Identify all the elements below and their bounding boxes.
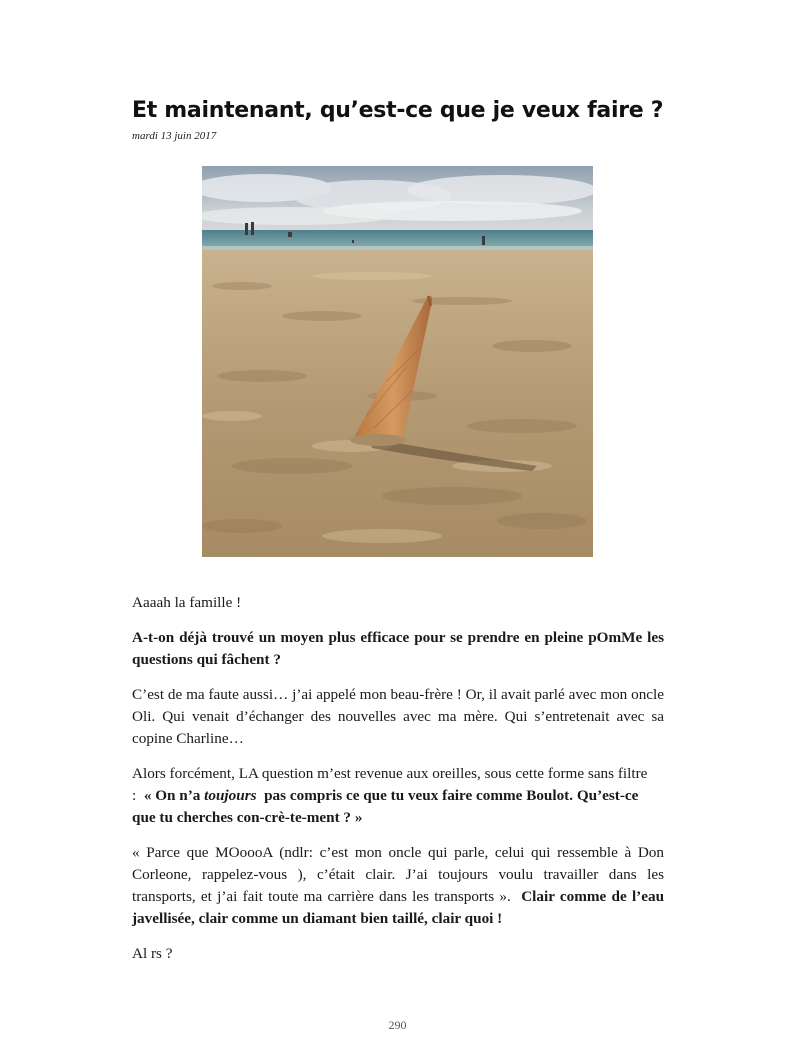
article-title: Et maintenant, qu’est-ce que je veux faire ? — [132, 98, 664, 123]
paragraph-family-chain: C’est de ma faute aussi… j’ai appelé mon beau-frère ! Or, il avait parlé avec mon oncle Oli. Qui venait d’échanger des nouvelles avec ma mère. Qui s’entretenait avec sa copine Charline… — [132, 686, 664, 747]
quote-end: pas compris ce que tu veux faire comme Boulot. Qu’est-ce que tu cherches con-crè-te-ment ? » — [132, 787, 639, 826]
uncle-quote-text: « Parce que MOoooA (ndlr: c’est mon oncle qui parle, celui qui ressemble à Don Corleone, rappelez-vous ), c’était clair. J’ai toujours voulu travailler dans les transports, et j’ai fait toute ma carrière dans les transports ». — [132, 844, 664, 905]
page-number: 290 — [388, 1018, 407, 1032]
paragraph-question: A-t-on déjà trouvé un moyen plus efficace pour se prendre en pleine pOmMe les questions qui fâchent ? — [132, 629, 664, 668]
paragraph-closing: Al rs ? — [132, 945, 173, 962]
paragraph-intro: Aaaah la famille ! — [132, 594, 242, 611]
quote-intro: Alors forcément, LA question m’est revenue aux oreilles, sous cette forme sans filtre : — [132, 765, 648, 804]
quote-emphasis: toujours — [204, 787, 257, 804]
beach-photo — [202, 166, 593, 557]
uncle-quote-bold: Clair comme de l’eau javellisée, clair comme un diamant bien taillé, clair quoi ! — [132, 888, 665, 927]
article-date: mardi 13 juin 2017 — [132, 130, 217, 142]
quote-start: « On n’a — [143, 787, 201, 804]
paragraph-question-quote — [132, 763, 664, 829]
article-body — [132, 592, 664, 978]
paragraph-uncle-quote — [132, 842, 664, 930]
